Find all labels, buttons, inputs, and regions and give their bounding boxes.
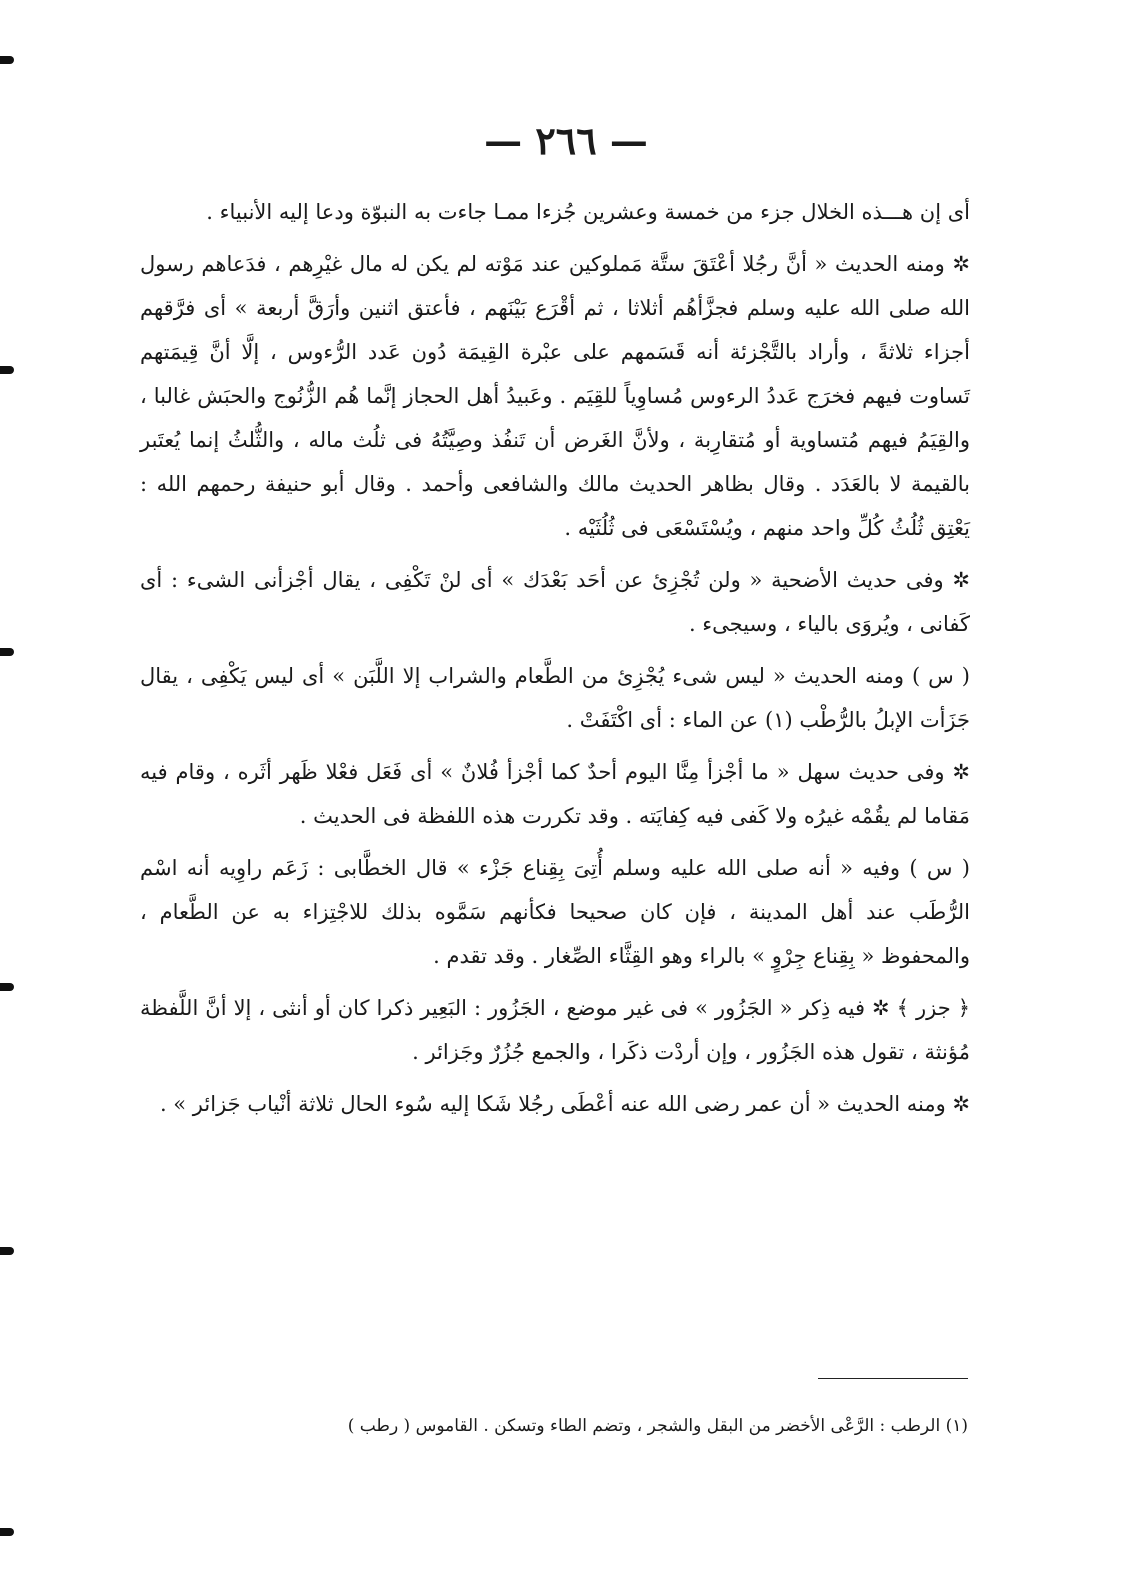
paragraph: ﴿ جزر ﴾ ✲ فيه ذِكر « الجَزُور » فى غير موضع ، الجَزُور : البَعِير ذكرا كان أو أنثى ، إلا أنَّ اللَّفظة مُؤنثة ، تقول هذه الجَزُور ، وإن أردْت ذكَرا ، والجمع جُزُرٌ وجَزائر . bbox=[140, 996, 970, 1064]
scan-edge-mark bbox=[0, 983, 14, 991]
scan-edge-mark bbox=[0, 1247, 14, 1255]
main-text bbox=[140, 190, 970, 1134]
scan-edge-mark bbox=[0, 56, 14, 64]
paragraph: ✲ وفى حديث الأضحية « ولن تُجْزِئ عن أحَد بَعْدَك » أى لنْ تَكْفِى ، يقال أجْزأنى الشىء : أى كَفانى ، ويُروَى بالياء ، وسيجىء . bbox=[140, 568, 970, 636]
paragraph: ✲ ومنه الحديث « أن عمر رضى الله عنه أعْطَى رجُلا شَكا إليه سُوء الحال ثلاثة أنْياب جَزائر » . bbox=[159, 1092, 970, 1116]
paragraph: ( س ) ومنه الحديث « ليس شىء يُجْزِئ من الطَّعام والشراب إلا اللَّبَن » أى ليس يَكْفِى ، يقال جَزَأت الإبلُ بالرُّطْب (١) عن الماء : أى اكْتَفَتْ . bbox=[140, 664, 970, 732]
paragraph: ✲ وفى حديث سهل « ما أجْزأ مِنَّا اليوم أحدٌ كما أجْزأ فُلانٌ » أى فَعَل فعْلا ظَهر أثَره ، وقام فيه مَقاما لم يقُمْه غيرُه ولا كَفى فيه كِفايَته . وقد تكررت هذه اللفظة فى الحديث . bbox=[140, 760, 970, 828]
scan-edge-mark bbox=[0, 1528, 14, 1536]
paragraph: أى إن هـــذه الخلال جزء من خمسة وعشرين جُزءا ممـا جاءت به النبوّة ودعا إليه الأنبياء . bbox=[206, 200, 970, 224]
footnote: (١) الرطب : الرَّعْى الأخضر من البقل والشجر ، وتضم الطاء وتسكن . القاموس ( رطب ) bbox=[347, 1416, 968, 1436]
scan-edge-mark bbox=[0, 366, 14, 374]
paragraph: ✲ ومنه الحديث « أنَّ رجُلا أعْتَقَ ستَّة مَملوكين عند مَوْته لم يكن له مال غيْرِهم ، فدَعاهم رسول الله صلى الله عليه وسلم فجزَّأهُم أثلاثا ، ثم أقْرَع بَيْنَهم ، فأعتق اثنين وأرَقَّ أربعة » أى فرَّقهم أجزاء ثلاثةً ، وأراد بالتَّجْزئة أنه قَسَمهم على عبْرة القِيمَة دُون عَدد الرُّءوس ، إلَّا أنَّ قِيمَتهم تَساوت فيهم فخرَج عَددُ الرءوس مُساوِياً للقِيَم . وعَبيدُ أهل الحجاز إنَّما هُم الزُّنُوج والحبَش غالبا ، والقِيَمُ فيهم مُتساوية أو مُتقارِبة ، ولأنَّ الغَرض أن تَنفُذ وصِيَّتُهُ فى ثلُث ماله ، والثُّلثُ إنما يُعتَبر بالقيمة لا بالعَدَد . وقال بظاهر الحديث مالك والشافعى وأحمد . وقال أبو حنيفة رحمهم الله : يَعْتِق ثُلُثُ كُلِّ واحد منهم ، ويُسْتَسْعَى فى ثُلُثَيْه . bbox=[140, 252, 970, 540]
scan-edge-mark bbox=[0, 648, 14, 656]
page-number: — ٢٦٦ — bbox=[484, 118, 648, 163]
footnote-divider bbox=[818, 1378, 968, 1379]
paragraph: ( س ) وفيه « أنه صلى الله عليه وسلم أُتِىَ بِقِناع جَزْء » قال الخطَّابى : زَعَم راوِيه أنه اسْم الرُّطَب عند أهل المدينة ، فإن كان صحيحا فكأنهم سَمَّوه بذلك للاجْتِزاء به عن الطَّعام ، والمحفوظ « بِقِناع جِرْوٍ » بالراء وهو القِثَّاء الصِّغار . وقد تقدم . bbox=[140, 856, 970, 968]
